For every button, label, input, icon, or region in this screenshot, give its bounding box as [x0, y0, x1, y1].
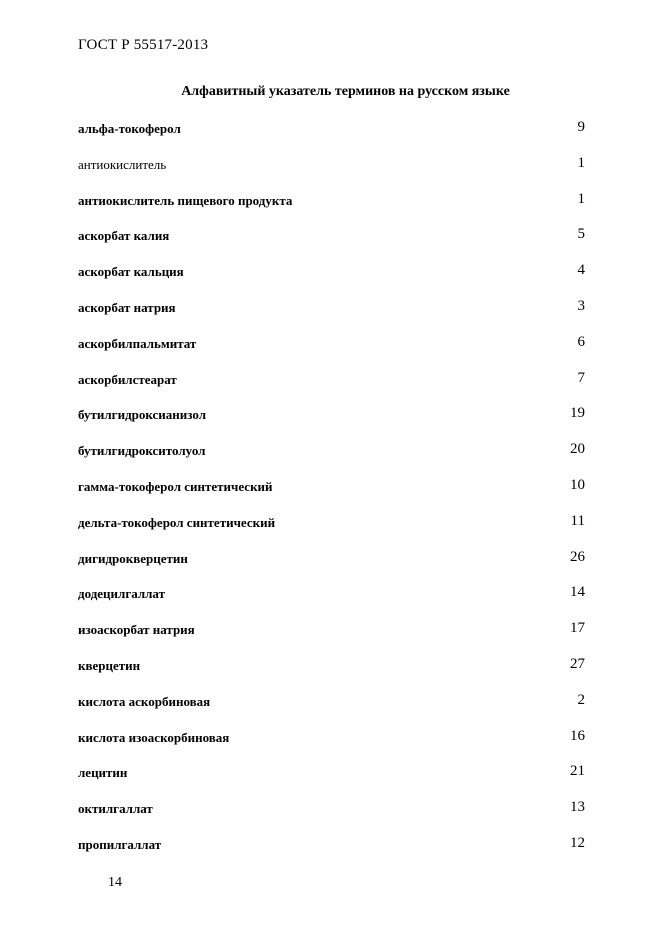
index-page-number: 19 [570, 405, 585, 422]
term-index-list [78, 117, 585, 869]
index-term: антиокислитель [78, 156, 167, 172]
index-page-number: 11 [570, 512, 585, 529]
index-page-number: 16 [570, 727, 585, 744]
index-page-number: 4 [577, 262, 585, 279]
index-entry [78, 761, 585, 797]
index-entry [78, 475, 585, 511]
index-page-number: 6 [577, 333, 585, 350]
index-entry [78, 547, 585, 583]
index-term: дельта-токоферол синтетический [78, 514, 276, 530]
index-entry [78, 439, 585, 475]
index-term: антиокислитель пищевого продукта [78, 192, 293, 208]
index-page-number: 21 [570, 763, 585, 780]
index-page-number: 20 [570, 441, 585, 458]
index-entry [78, 403, 585, 439]
index-term: дигидрокверцетин [78, 550, 188, 566]
index-entry [78, 833, 585, 869]
index-entry [78, 117, 585, 153]
index-term: октилгаллат [78, 801, 153, 817]
index-term: кислота изоаскорбиновая [78, 729, 230, 745]
index-entry [78, 332, 585, 368]
index-page-number: 13 [570, 799, 585, 816]
index-term: гамма-токоферол синтетический [78, 478, 273, 494]
index-entry [78, 511, 585, 547]
index-page-number: 14 [570, 584, 585, 601]
index-term: лецитин [78, 765, 128, 781]
index-page-number: 12 [570, 834, 585, 851]
index-term: пропилгаллат [78, 836, 162, 852]
index-term: изоаскорбат натрия [78, 622, 195, 638]
index-term: бутилгидрокситолуол [78, 443, 206, 459]
index-page-number: 3 [577, 297, 585, 314]
index-term: аскорбат кальция [78, 264, 184, 280]
index-entry [78, 224, 585, 260]
index-entry [78, 690, 585, 726]
index-entry [78, 189, 585, 225]
index-entry [78, 797, 585, 833]
index-title: Алфавитный указатель терминов на русском языке [181, 84, 510, 99]
index-page-number: 10 [570, 476, 585, 493]
index-page-number: 27 [570, 655, 585, 672]
index-page-number: 5 [577, 226, 585, 243]
page-number: 14 [108, 875, 122, 890]
index-page-number: 1 [577, 154, 585, 171]
index-page-number: 7 [577, 369, 585, 386]
index-entry [78, 368, 585, 404]
index-entry [78, 582, 585, 618]
index-term: кислота аскорбиновая [78, 693, 211, 709]
index-term: кверцетин [78, 657, 141, 673]
index-page-number: 1 [577, 190, 585, 207]
index-page-number: 2 [577, 691, 585, 708]
document-header: ГОСТ Р 55517-2013 [78, 37, 209, 53]
index-term: аскорбат натрия [78, 299, 176, 315]
index-entry [78, 654, 585, 690]
index-term: аскорбилстеарат [78, 371, 177, 387]
index-term: додецилгаллат [78, 586, 165, 602]
index-term: бутилгидроксианизол [78, 407, 207, 423]
index-entry [78, 726, 585, 762]
index-term: аскорбилпальмитат [78, 335, 197, 351]
index-entry [78, 260, 585, 296]
index-entry [78, 618, 585, 654]
index-page-number: 17 [570, 620, 585, 637]
index-page-number: 26 [570, 548, 585, 565]
index-entry [78, 296, 585, 332]
index-page-number: 9 [577, 119, 585, 135]
index-term: альфа-токоферол [78, 121, 181, 136]
index-term: аскорбат калия [78, 228, 170, 244]
index-entry [78, 153, 585, 189]
